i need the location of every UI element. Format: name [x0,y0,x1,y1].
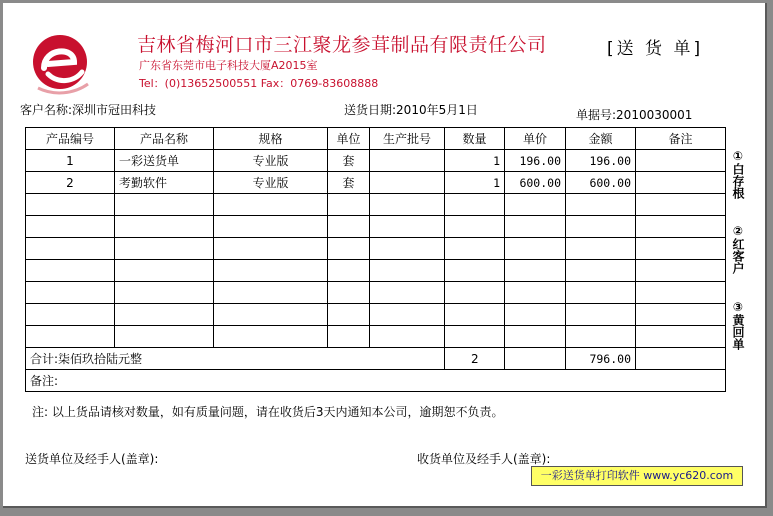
empty-cell [566,260,636,282]
empty-cell [505,194,566,216]
empty-cell [26,194,115,216]
empty-cell [328,260,370,282]
empty-cell [26,304,115,326]
empty-cell [26,238,115,260]
column-header: 单位 [328,128,370,150]
empty-row [26,304,726,326]
empty-cell [505,216,566,238]
delivery-date: 送货日期:2010年5月1日 [344,103,478,117]
empty-cell [328,326,370,348]
remark-label: 备注: [26,370,726,392]
cell-remark [636,150,726,172]
empty-row [26,238,726,260]
empty-cell [26,216,115,238]
empty-cell [445,216,505,238]
cell-spec: 专业版 [214,150,328,172]
empty-cell [370,326,445,348]
empty-cell [636,304,726,326]
company-logo-icon [30,28,92,98]
empty-row [26,194,726,216]
cell-amount: 600.00 [566,172,636,194]
company-name: 吉林省梅河口市三江聚龙参茸制品有限责任公司 [137,34,547,56]
side-label-text: 白存根 [731,163,745,199]
cell-amount: 196.00 [566,150,636,172]
empty-cell [505,326,566,348]
empty-cell [370,238,445,260]
empty-cell [566,216,636,238]
total-amount: 796.00 [566,348,636,370]
empty-cell [370,194,445,216]
side-label-number: ③ [732,300,744,314]
empty-cell [566,304,636,326]
column-header: 备注 [636,128,726,150]
empty-cell [214,194,328,216]
cell-batch [370,172,445,194]
empty-cell [214,326,328,348]
empty-cell [370,216,445,238]
document-title: [送 货 单] [607,39,704,59]
column-header: 单价 [505,128,566,150]
total-label: 合计:柒佰玖拾陆元整 [26,348,445,370]
side-label-text: 红客户 [731,238,745,274]
document-number: 单据号:2010030001 [576,108,693,122]
column-header: 规格 [214,128,328,150]
cell-qty: 1 [445,172,505,194]
empty-cell [636,282,726,304]
total-quantity: 2 [445,348,505,370]
empty-cell [370,260,445,282]
empty-cell [115,238,214,260]
column-header: 金额 [566,128,636,150]
empty-cell [566,282,636,304]
empty-cell [566,194,636,216]
empty-cell [115,304,214,326]
empty-row [26,216,726,238]
cell-qty: 1 [445,150,505,172]
software-ad-link[interactable]: 一彩送货单打印软件 www.yc620.com [531,466,743,486]
empty-cell [636,216,726,238]
empty-cell [26,282,115,304]
empty-cell [445,304,505,326]
empty-row [26,260,726,282]
empty-cell [445,260,505,282]
side-label-text: 黄回单 [731,314,745,350]
column-header: 产品编号 [26,128,115,150]
side-label-red [730,224,746,274]
cell-unit: 套 [328,150,370,172]
empty-cell [328,194,370,216]
empty-cell [214,216,328,238]
side-label-yellow [730,300,746,350]
empty-cell [445,326,505,348]
column-header: 数量 [445,128,505,150]
empty-cell [636,194,726,216]
empty-cell [115,326,214,348]
empty-cell [445,194,505,216]
side-label-number: ② [732,224,744,238]
empty-cell [214,304,328,326]
empty-cell [214,238,328,260]
total-price-empty [505,348,566,370]
cell-no: 1 [26,150,115,172]
cell-remark [636,172,726,194]
empty-cell [214,282,328,304]
empty-cell [328,304,370,326]
empty-cell [26,260,115,282]
empty-cell [370,282,445,304]
empty-cell [445,238,505,260]
column-header: 产品名称 [115,128,214,150]
table-row [26,172,726,194]
remark-row [26,370,726,392]
footer-note: 注: 以上货品请核对数量，如有质量问题，请在收货后3天内通知本公司，逾期恕不负责。 [32,405,504,419]
empty-cell [115,216,214,238]
cell-no: 2 [26,172,115,194]
empty-cell [566,326,636,348]
side-label-white [730,149,746,199]
empty-cell [505,260,566,282]
empty-cell [115,282,214,304]
cell-unit: 套 [328,172,370,194]
empty-cell [505,304,566,326]
cell-batch [370,150,445,172]
cell-price: 196.00 [505,150,566,172]
company-contact: Tel：(0)13652500551 Fax：0769-83608888 [139,77,379,90]
empty-row [26,326,726,348]
receiver-signature-label: 收货单位及经手人(盖章): [417,452,551,466]
cell-name: 考勤软件 [115,172,214,194]
company-address: 广东省东莞市电子科技大厦A2015室 [139,59,318,72]
customer-name: 客户名称:深圳市冠田科技 [20,103,157,117]
delivery-note-page [3,3,767,508]
total-row [26,348,726,370]
empty-cell [328,282,370,304]
empty-cell [115,260,214,282]
cell-name: 一彩送货单 [115,150,214,172]
empty-cell [328,216,370,238]
table-row [26,150,726,172]
column-header: 生产批号 [370,128,445,150]
empty-cell [115,194,214,216]
empty-cell [214,260,328,282]
empty-cell [636,260,726,282]
sender-signature-label: 送货单位及经手人(盖章): [25,452,159,466]
empty-cell [370,304,445,326]
cell-price: 600.00 [505,172,566,194]
empty-cell [445,282,505,304]
empty-cell [636,326,726,348]
side-label-number: ① [732,149,744,163]
empty-cell [26,326,115,348]
goods-table [25,127,726,392]
empty-cell [328,238,370,260]
empty-cell [505,238,566,260]
empty-cell [505,282,566,304]
empty-cell [636,238,726,260]
table-header-row [26,128,726,150]
empty-cell [566,238,636,260]
cell-spec: 专业版 [214,172,328,194]
total-remark-empty [636,348,726,370]
empty-row [26,282,726,304]
